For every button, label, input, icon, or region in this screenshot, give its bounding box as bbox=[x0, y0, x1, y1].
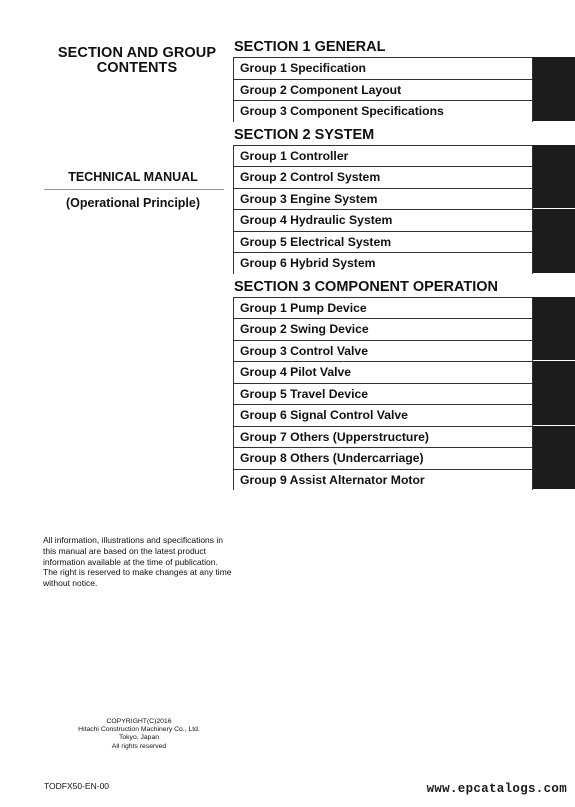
toc-entry[interactable]: Group 2 Control System bbox=[233, 166, 533, 188]
thumb-tab-stack bbox=[533, 297, 575, 491]
toc-entry[interactable]: Group 7 Others (Upperstructure) bbox=[233, 426, 533, 448]
toc-entry[interactable]: Group 1 Specification bbox=[233, 57, 533, 79]
toc-entry[interactable]: Group 6 Hybrid System bbox=[233, 252, 533, 274]
toc-entry[interactable]: Group 6 Signal Control Valve bbox=[233, 404, 533, 426]
thumb-tab bbox=[533, 426, 575, 491]
copyright-notice: COPYRIGHT(C)2016 Hitachi Construction Machinery Co., Ltd. Tokyo, Japan All rights reserved bbox=[78, 718, 200, 750]
section-title[interactable]: SECTION 3 COMPONENT OPERATION bbox=[234, 278, 498, 295]
toc-entry[interactable]: Group 5 Electrical System bbox=[233, 231, 533, 253]
toc-entry[interactable]: Group 1 Pump Device bbox=[233, 297, 533, 319]
thumb-tab bbox=[533, 209, 575, 274]
toc-entry[interactable]: Group 9 Assist Alternator Motor bbox=[233, 469, 533, 491]
section-2 bbox=[233, 126, 575, 274]
watermark-url: www.epcatalogs.com bbox=[426, 782, 567, 796]
toc-entry[interactable]: Group 2 Component Layout bbox=[233, 79, 533, 101]
thumb-tab bbox=[533, 297, 575, 362]
toc-entry[interactable]: Group 8 Others (Undercarriage) bbox=[233, 447, 533, 469]
thumb-tab-stack bbox=[533, 57, 575, 122]
manual-title: TECHNICAL MANUAL bbox=[68, 170, 198, 184]
section-1 bbox=[233, 38, 575, 122]
toc-entry[interactable]: Group 4 Hydraulic System bbox=[233, 209, 533, 231]
contents-heading: SECTION AND GROUP CONTENTS bbox=[57, 45, 217, 76]
thumb-tab bbox=[533, 57, 575, 122]
thumb-tab bbox=[533, 145, 575, 210]
table-of-contents bbox=[233, 38, 575, 490]
section-3 bbox=[233, 278, 575, 491]
section-title[interactable]: SECTION 1 GENERAL bbox=[234, 39, 386, 55]
thumb-tab bbox=[533, 361, 575, 426]
title-divider bbox=[44, 189, 224, 190]
toc-entry[interactable]: Group 3 Engine System bbox=[233, 188, 533, 210]
manual-subtitle: (Operational Principle) bbox=[65, 196, 201, 210]
document-code: TODFX50-EN-00 bbox=[44, 781, 110, 791]
toc-entry[interactable]: Group 4 Pilot Valve bbox=[233, 361, 533, 383]
toc-entry[interactable]: Group 1 Controller bbox=[233, 145, 533, 167]
toc-entry[interactable]: Group 3 Component Specifications bbox=[233, 100, 533, 122]
group-list bbox=[233, 145, 575, 274]
disclaimer-text: All information, illustrations and specifications in this manual are based on the latest product information available at the time of publication. The right is reserved to make changes at any time without notice. bbox=[43, 535, 232, 589]
section-title[interactable]: SECTION 2 SYSTEM bbox=[234, 126, 375, 143]
toc-entry[interactable]: Group 5 Travel Device bbox=[233, 383, 533, 405]
toc-entry[interactable]: Group 3 Control Valve bbox=[233, 340, 533, 362]
group-list bbox=[233, 57, 575, 122]
thumb-tab-stack bbox=[533, 145, 575, 274]
toc-entry[interactable]: Group 2 Swing Device bbox=[233, 318, 533, 340]
group-list bbox=[233, 297, 575, 491]
